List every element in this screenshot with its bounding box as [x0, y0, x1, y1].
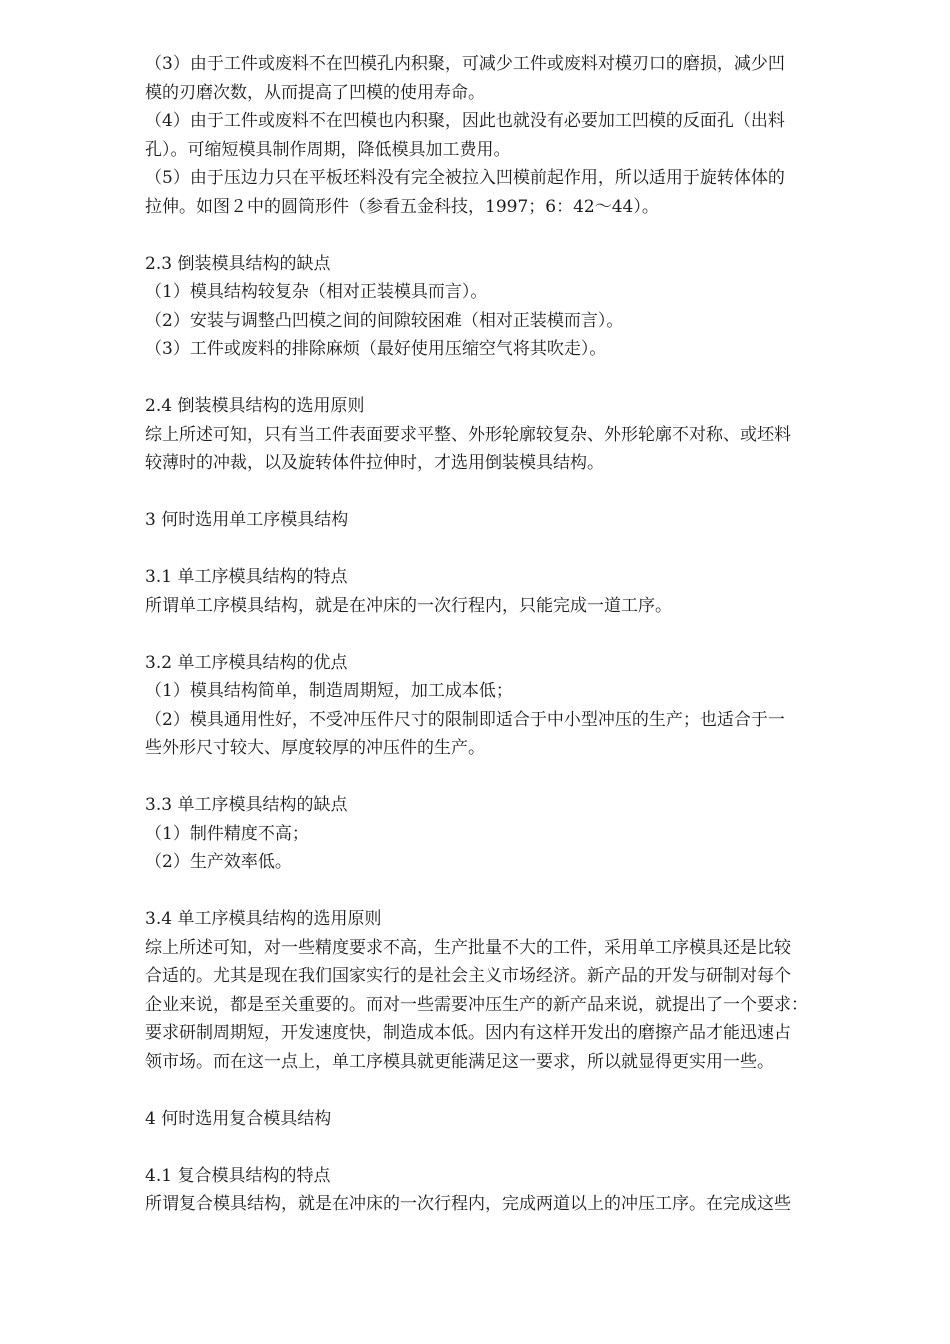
text-line: 所谓复合模具结构，就是在冲床的一次行程内，完成两道以上的冲压工序。在完成这些: [145, 1194, 791, 1214]
text-line: （3）工件或废料的排除麻烦（最好使用压缩空气将其吹走）。: [145, 339, 607, 359]
document-page: [145, 50, 880, 1219]
text-line: 较薄时的冲裁，以及旋转体件拉伸时，才选用倒装模具结构。: [145, 453, 604, 473]
paragraph-gap: [145, 1133, 880, 1162]
paragraph-gap: [145, 221, 880, 250]
text-line: 3 何时选用单工序模具结构: [145, 510, 349, 530]
paragraph-gap: [145, 763, 880, 792]
paragraph-gap: [145, 620, 880, 649]
paragraph-gap: [145, 478, 880, 507]
text-line: （2）生产效率低。: [145, 852, 292, 872]
text-line: （1）模具结构较复杂（相对正装模具而言）。: [145, 282, 488, 302]
text-line: 综上所述可知，对一些精度要求不高，生产批量不大的工件，采用单工序模具还是比较: [145, 937, 791, 958]
text-line: （4）由于工件或废料不在凹模也内积聚，因此也就没有必要加工凹模的反面孔（出料: [145, 111, 785, 131]
text-line: 4 何时选用复合模具结构: [145, 1108, 332, 1129]
text-line: 所谓单工序模具结构，就是在冲床的一次行程内，只能完成一道工序。: [145, 595, 672, 616]
text-line: 2.4 倒装模具结构的选用原则: [145, 396, 365, 416]
text-line: 4.1 复合模具结构的特点: [145, 1165, 331, 1186]
text-line: 些外形尺寸较大、厚度较厚的冲压件的生产。: [145, 738, 485, 758]
text-line: 企业来说，都是至关重要的。而对一些需要冲压生产的新产品来说，就提出了一个要求：: [145, 994, 808, 1015]
paragraph-gap: [145, 535, 880, 564]
text-line: （2）安装与调整凸凹模之间的间隙较困难（相对正装模而言）。: [145, 310, 624, 331]
paragraph-gap: [145, 877, 880, 906]
paragraph-gap: [145, 364, 880, 393]
text-line: 3.1 单工序模具结构的特点: [145, 567, 348, 587]
text-line: 要求研制周期短，开发速度快，制造成本低。因内有这样开发出的磨擦产品才能迅速占: [145, 1023, 791, 1043]
text-line: 模的刃磨次数，从而提高了凹模的使用寿命。: [145, 82, 485, 103]
text-line: 2.3 倒装模具结构的缺点: [145, 253, 331, 274]
text-line: 3.2 单工序模具结构的优点: [145, 652, 348, 673]
text-line: 孔）。可缩短模具制作周期，降低模具加工费用。: [145, 139, 511, 160]
text-line: （5）由于压边力只在平板坯料没有完全被拉入凹模前起作用，所以适用于旋转体体的: [145, 168, 785, 188]
text-line: 3.4 单工序模具结构的选用原则: [145, 909, 382, 929]
text-line: 合适的。尤其是现在我们国家实行的是社会主义市场经济。新产品的开发与研制对每个: [145, 966, 791, 986]
text-line: 拉伸。如图２中的圆筒形件（参看五金科技，1997；6：42～44）。: [145, 196, 659, 217]
text-line: （1）制件精度不高；: [145, 823, 309, 844]
text-line: （2）模具通用性好，不受冲压件尺寸的限制即适合于中小型冲压的生产；也适合于一: [145, 709, 785, 730]
text-line: 领市场。而在这一点上，单工序模具就更能满足这一要求，所以就显得更实用一些。: [145, 1051, 774, 1072]
text-line: 3.3 单工序模具结构的缺点: [145, 795, 348, 815]
text-line: （1）模具结构简单，制造周期短，加工成本低；: [145, 681, 513, 701]
text-line: （3）由于工件或废料不在凹模孔内积聚，可减少工件或废料对模刃口的磨损，减少凹: [145, 54, 785, 74]
text-line: 综上所述可知，只有当工件表面要求平整、外形轮廓较复杂、外形轮廓不对称、或坯料: [145, 424, 791, 445]
paragraph-gap: [145, 1076, 880, 1105]
